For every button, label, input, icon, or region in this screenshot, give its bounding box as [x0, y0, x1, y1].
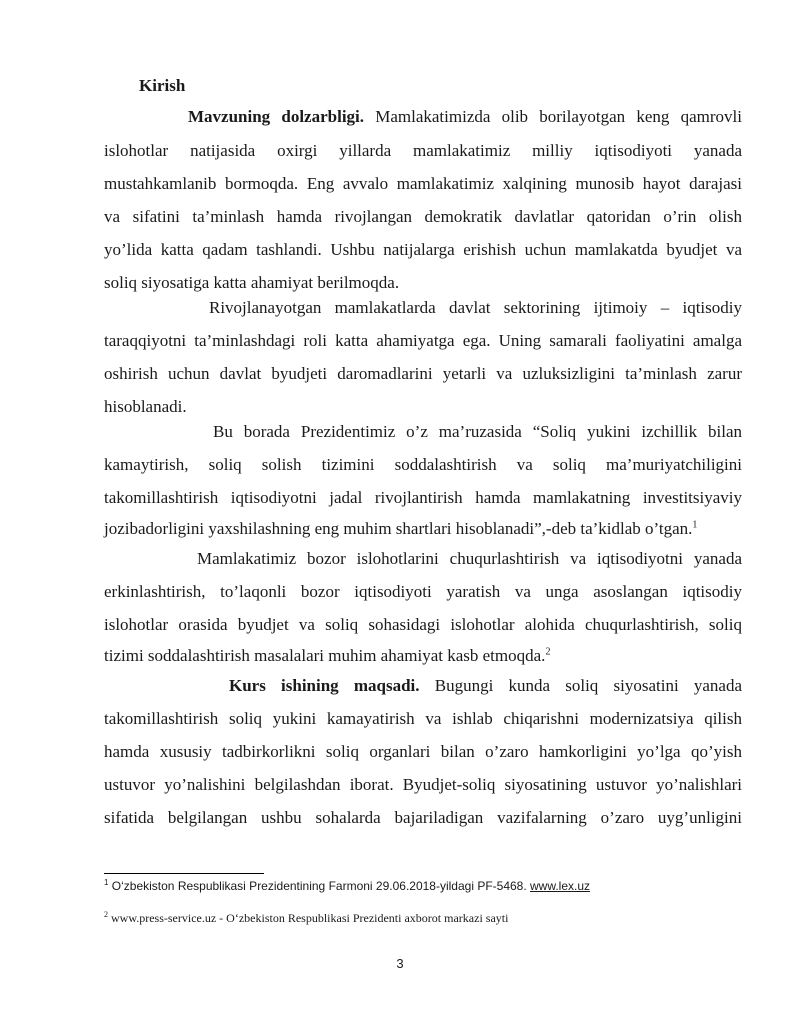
footnote-2-text: www.press-service.uz - O‘zbekiston Respublikasi Prezidenti axborot markazi sayti: [108, 911, 509, 925]
footnote-1-link[interactable]: www.lex.uz: [530, 879, 591, 893]
paragraph-5-line-4: ustuvor yo’nalishini belgilashdan iborat. Byudjet-soliq siyosatining ustuvor yo’nalishlari: [104, 775, 742, 794]
footnote-ref-1[interactable]: 1: [692, 519, 698, 531]
paragraph-5-line-5: sifatida belgilangan ushbu sohalarda bajariladigan vazifalarning o’zaro uyg’unligini: [104, 808, 742, 827]
page-number: 3: [396, 956, 404, 971]
paragraph-4-line-3: islohotlar orasida byudjet va soliq sohasidagi islohotlar alohida chuqurlashtirish, soliq: [104, 615, 742, 634]
paragraph-2-line-4: hisoblanadi.: [104, 397, 187, 416]
paragraph-1-line-2: islohotlar natijasida oxirgi yillarda mamlakatimiz milliy iqtisodiyoti yanada: [104, 141, 742, 160]
paragraph-2-line-3: oshirish uchun davlat byudjeti daromadlarini yetarli va uzluksizligini ta’minlash zarur: [104, 364, 742, 383]
paragraph-5-text: Bugungi kunda soliq siyosatini yanada: [419, 676, 742, 695]
paragraph-3-line-2: kamaytirish, soliq solish tizimini soddalashtirish va soliq ma’muriyatchiligini: [104, 455, 742, 474]
paragraph-4-line-4: [104, 644, 742, 668]
footnote-ref-2[interactable]: 2: [545, 646, 551, 658]
footnote-2: [104, 910, 508, 926]
paragraph-3-line-3: takomillashtirish iqtisodiyotni jadal rivojlantirish hamda mamlakatning investitsiyaviy: [104, 488, 742, 507]
paragraph-1-line-5: yo’lida katta qadam tashlandi. Ushbu natijalarga erishish uchun mamlakatda byudjet va: [104, 240, 742, 259]
paragraph-5-line-1: [104, 674, 742, 698]
footnote-1-text: O‘zbekiston Respublikasi Prezidentining Farmoni 29.06.2018-yildagi PF-5468.: [108, 879, 531, 893]
paragraph-1-text: Mamlakatimizda olib borilayotgan keng qamrovli: [364, 107, 742, 126]
paragraph-1-line-6: soliq siyosatiga katta ahamiyat berilmoqda.: [104, 273, 400, 292]
paragraph-3-text: jozibadorligini yaxshilashning eng muhim shartlari hisoblanadi”,-deb ta’kidlab o’tgan.: [104, 519, 693, 538]
footnote-1-number: 1: [104, 878, 109, 887]
footnote-1: [104, 878, 590, 894]
paragraph-1-line-1: [104, 105, 742, 129]
paragraph-1-line-4: va sifatini ta’minlash hamda rivojlangan demokratik davlatlar qatoridan o’rin olish: [104, 207, 742, 226]
paragraph-3-line-4: [104, 517, 742, 541]
section-heading: Kirish: [139, 76, 186, 95]
paragraph-2-line-1: Rivojlanayotgan mamlakatlarda davlat sektorining ijtimoiy – iqtisodiy: [209, 298, 742, 317]
paragraph-4-text: tizimi soddalashtirish masalalari muhim ahamiyat kasb etmoqda.: [104, 646, 546, 665]
footnote-2-number: 2: [104, 910, 108, 919]
paragraph-1-title: Mavzuning dolzarbligi.: [188, 107, 365, 126]
paragraph-2-line-2: taraqqiyotni ta’minlashdagi roli katta ahamiyatga ega. Uning samarali faoliyatini amalga: [104, 331, 742, 350]
paragraph-5-line-2: takomillashtirish soliq yukini kamayatirish va ishlab chiqarishni modernizatsiya qilish: [104, 709, 742, 728]
paragraph-5-line-3: hamda xususiy tadbirkorlikni soliq organlari bilan o’zaro hamkorligini yo’lga qo’yish: [104, 742, 742, 761]
paragraph-5-title: Kurs ishining maqsadi.: [229, 676, 420, 695]
paragraph-4-line-2: erkinlashtirish, to’laqonli bozor iqtisodiyoti yaratish va unga asoslangan iqtisodiy: [104, 582, 742, 601]
paragraph-4-line-1: Mamlakatimiz bozor islohotlarini chuqurlashtirish va iqtisodiyotni yanada: [197, 549, 742, 568]
paragraph-1-line-3: mustahkamlanib bormoqda. Eng avvalo mamlakatimiz xalqining munosib hayot darajasi: [104, 174, 742, 193]
footnote-separator: [104, 873, 264, 874]
paragraph-3-line-1: Bu borada Prezidentimiz o’z ma’ruzasida “Soliq yukini izchillik bilan: [213, 422, 742, 441]
